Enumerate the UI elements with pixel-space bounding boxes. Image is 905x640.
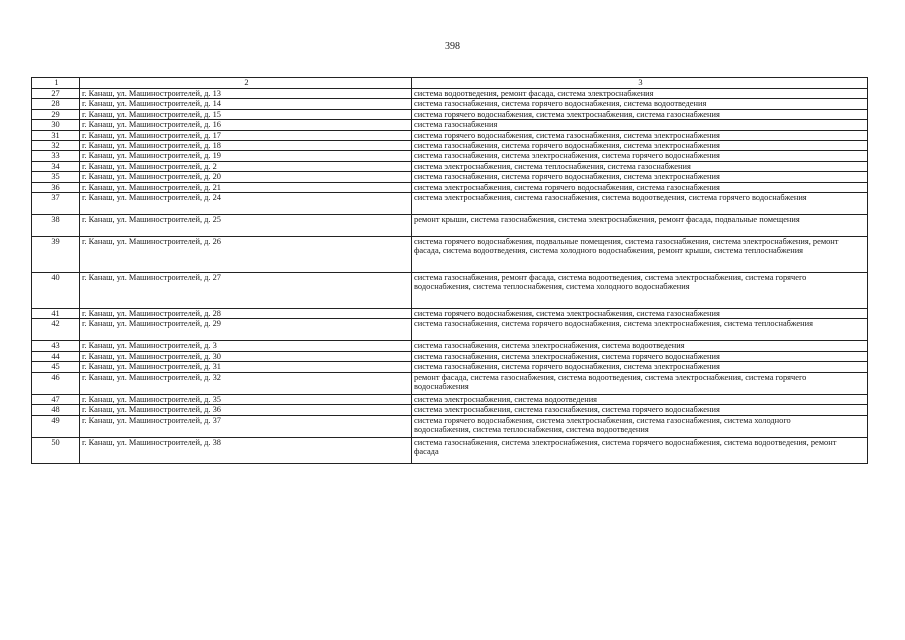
row-works: система газоснабжения	[412, 120, 868, 130]
row-address: г. Канаш, ул. Машиностроителей, д. 20	[80, 172, 412, 182]
row-number: 30	[32, 120, 80, 130]
row-number: 36	[32, 182, 80, 192]
row-works: система горячего водоснабжения, система электроснабжения, система газоснабжения	[412, 309, 868, 319]
table-row	[32, 351, 868, 361]
table-body	[32, 78, 868, 464]
header-cell-3: 3	[412, 78, 868, 89]
row-works: ремонт крыши, система газоснабжения, система электроснабжения, ремонт фасада, подвальные помещения	[412, 215, 868, 237]
table-row	[32, 151, 868, 161]
table-row	[32, 193, 868, 215]
table-row	[32, 319, 868, 341]
row-works: система газоснабжения, система горячего водоснабжения, система электроснабжения, система теплоснабжения	[412, 319, 868, 341]
row-address: г. Канаш, ул. Машиностроителей, д. 16	[80, 120, 412, 130]
row-number: 48	[32, 405, 80, 415]
row-number: 46	[32, 372, 80, 394]
row-works: ремонт фасада, система газоснабжения, система водоотведения, система электроснабжения, система горячего водоснабжения	[412, 372, 868, 394]
table-row	[32, 372, 868, 394]
row-address: г. Канаш, ул. Машиностроителей, д. 21	[80, 182, 412, 192]
header-cell-1: 1	[32, 78, 80, 89]
row-number: 38	[32, 215, 80, 237]
row-address: г. Канаш, ул. Машиностроителей, д. 30	[80, 351, 412, 361]
row-number: 39	[32, 237, 80, 273]
table-row	[32, 405, 868, 415]
row-number: 37	[32, 193, 80, 215]
row-works: система газоснабжения, система электроснабжения, система горячего водоснабжения	[412, 151, 868, 161]
row-works: система водоотведения, ремонт фасада, система электроснабжения	[412, 89, 868, 99]
row-works: система электроснабжения, система водоотведения	[412, 394, 868, 404]
table-row	[32, 141, 868, 151]
row-number: 33	[32, 151, 80, 161]
row-address: г. Канаш, ул. Машиностроителей, д. 28	[80, 309, 412, 319]
row-number: 29	[32, 109, 80, 119]
table-row	[32, 130, 868, 140]
row-address: г. Канаш, ул. Машиностроителей, д. 15	[80, 109, 412, 119]
row-works: система газоснабжения, система горячего водоснабжения, система электроснабжения	[412, 362, 868, 372]
header-cell-2: 2	[80, 78, 412, 89]
table-row	[32, 99, 868, 109]
works-table	[31, 77, 868, 464]
row-number: 40	[32, 273, 80, 309]
row-works: система газоснабжения, система горячего водоснабжения, система электроснабжения	[412, 141, 868, 151]
row-address: г. Канаш, ул. Машиностроителей, д. 35	[80, 394, 412, 404]
row-address: г. Канаш, ул. Машиностроителей, д. 27	[80, 273, 412, 309]
row-number: 43	[32, 341, 80, 351]
row-number: 45	[32, 362, 80, 372]
table-row	[32, 182, 868, 192]
table-row	[32, 109, 868, 119]
table-row	[32, 120, 868, 130]
row-number: 28	[32, 99, 80, 109]
row-works: система горячего водоснабжения, система электроснабжения, система газоснабжения, система холодного водоснабжения, система теплоснабжения, система водоотведения	[412, 415, 868, 437]
table-row	[32, 273, 868, 309]
row-address: г. Канаш, ул. Машиностроителей, д. 18	[80, 141, 412, 151]
row-address: г. Канаш, ул. Машиностроителей, д. 32	[80, 372, 412, 394]
table-row	[32, 215, 868, 237]
row-works: система газоснабжения, система электроснабжения, система водоотведения	[412, 341, 868, 351]
row-works: система газоснабжения, система горячего водоснабжения, система электроснабжения	[412, 172, 868, 182]
row-works: система электроснабжения, система газоснабжения, система горячего водоснабжения	[412, 405, 868, 415]
row-number: 27	[32, 89, 80, 99]
table-row	[32, 362, 868, 372]
row-number: 35	[32, 172, 80, 182]
row-number: 49	[32, 415, 80, 437]
row-works: система электроснабжения, система горячего водоснабжения, система газоснабжения	[412, 182, 868, 192]
row-works: система горячего водоснабжения, система газоснабжения, система электроснабжения	[412, 130, 868, 140]
row-number: 32	[32, 141, 80, 151]
table-row	[32, 394, 868, 404]
table-row	[32, 309, 868, 319]
row-number: 31	[32, 130, 80, 140]
row-number: 34	[32, 161, 80, 171]
row-address: г. Канаш, ул. Машиностроителей, д. 36	[80, 405, 412, 415]
table-row	[32, 172, 868, 182]
row-address: г. Канаш, ул. Машиностроителей, д. 24	[80, 193, 412, 215]
row-number: 44	[32, 351, 80, 361]
row-works: система горячего водоснабжения, подвальные помещения, система газоснабжения, система электроснабжения, ремонт фасада, система водоотведения, система холодного водоснабжения, ремонт крыши, система теплоснабжения	[412, 237, 868, 273]
row-address: г. Канаш, ул. Машиностроителей, д. 14	[80, 99, 412, 109]
row-address: г. Канаш, ул. Машиностроителей, д. 31	[80, 362, 412, 372]
row-works: система газоснабжения, система электроснабжения, система горячего водоснабжения	[412, 351, 868, 361]
row-address: г. Канаш, ул. Машиностроителей, д. 3	[80, 341, 412, 351]
row-address: г. Канаш, ул. Машиностроителей, д. 19	[80, 151, 412, 161]
row-address: г. Канаш, ул. Машиностроителей, д. 26	[80, 237, 412, 273]
table-row	[32, 237, 868, 273]
table-row	[32, 161, 868, 171]
row-address: г. Канаш, ул. Машиностроителей, д. 25	[80, 215, 412, 237]
row-number: 47	[32, 394, 80, 404]
row-works: система газоснабжения, система горячего водоснабжения, система водоотведения	[412, 99, 868, 109]
row-works: система горячего водоснабжения, система электроснабжения, система газоснабжения	[412, 109, 868, 119]
row-address: г. Канаш, ул. Машиностроителей, д. 29	[80, 319, 412, 341]
row-number: 41	[32, 309, 80, 319]
row-address: г. Канаш, ул. Машиностроителей, д. 37	[80, 415, 412, 437]
table-row	[32, 89, 868, 99]
row-address: г. Канаш, ул. Машиностроителей, д. 13	[80, 89, 412, 99]
row-number: 50	[32, 437, 80, 463]
row-address: г. Канаш, ул. Машиностроителей, д. 38	[80, 437, 412, 463]
row-works: система газоснабжения, ремонт фасада, система водоотведения, система электроснабжения, система горячего водоснабжения, система теплоснабжения, система холодного водоснабжения	[412, 273, 868, 309]
row-works: система газоснабжения, система электроснабжения, система горячего водоснабжения, система водоотведения, ремонт фасада	[412, 437, 868, 463]
table-row	[32, 437, 868, 463]
table-header-row	[32, 78, 868, 89]
row-address: г. Канаш, ул. Машиностроителей, д. 17	[80, 130, 412, 140]
row-works: система электроснабжения, система теплоснабжения, система газоснабжения	[412, 161, 868, 171]
page-number: 398	[445, 41, 460, 52]
row-number: 42	[32, 319, 80, 341]
row-address: г. Канаш, ул. Машиностроителей, д. 2	[80, 161, 412, 171]
row-works: система электроснабжения, система газоснабжения, система водоотведения, система горячего водоснабжения	[412, 193, 868, 215]
table-row	[32, 341, 868, 351]
table-row	[32, 415, 868, 437]
